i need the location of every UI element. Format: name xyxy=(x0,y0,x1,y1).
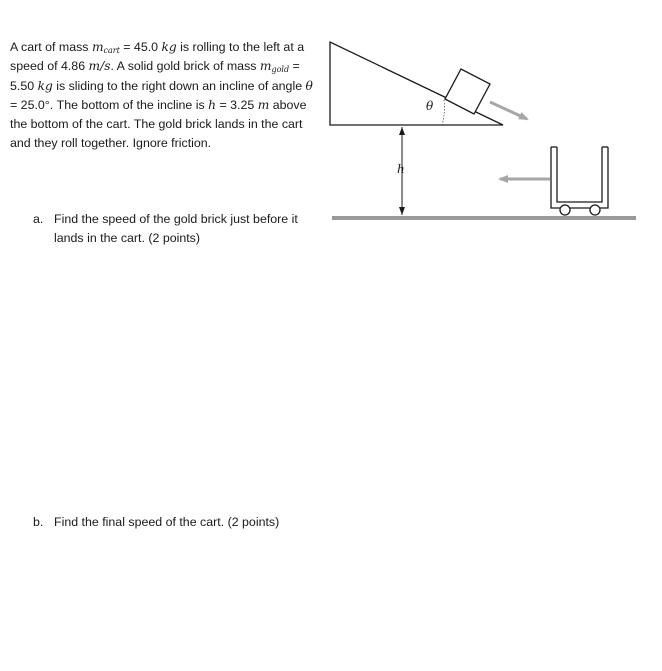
part-letter: a. xyxy=(33,212,44,226)
text: = 5.50 xyxy=(10,59,300,93)
physics-figure xyxy=(322,30,642,235)
cart-outer-body xyxy=(551,147,608,208)
gold-brick xyxy=(445,69,490,114)
part-text: Find the speed of the gold brick just before it lands in the cart. (2 points) xyxy=(54,212,298,246)
theta-symbol: θ xyxy=(305,78,313,93)
problem-statement xyxy=(10,38,320,154)
text: . A solid gold brick of mass xyxy=(110,59,260,74)
text: above the bottom of the cart. The gold brick lands in the cart and they roll together. Ignore friction. xyxy=(10,97,307,151)
text: is rolling to the left at a speed of 4.86 xyxy=(10,40,305,74)
m-cart-symbol: $m_{cart}$ xyxy=(91,40,120,55)
question-part-b xyxy=(33,513,318,532)
cart-inner-wall xyxy=(557,147,602,202)
part-text: Find the final speed of the cart. (2 points) xyxy=(54,515,280,529)
cart-wheel-right xyxy=(590,205,600,215)
theta-label: θ xyxy=(426,99,434,113)
cart-wheel-left xyxy=(560,205,570,215)
brick-velocity-arrow xyxy=(490,102,527,119)
unit-kg: kg xyxy=(161,40,177,54)
text: = 45.0 xyxy=(119,40,162,54)
unit-m: m xyxy=(257,97,270,112)
angle-arc xyxy=(442,100,444,125)
h-label: ℎ xyxy=(397,162,405,176)
question-part-a xyxy=(33,210,318,249)
m-gold-symbol: $m_{gold}$ xyxy=(259,59,290,75)
part-letter: b. xyxy=(33,515,44,529)
unit-kg: kg xyxy=(37,78,53,93)
text: A cart of mass xyxy=(10,40,92,54)
text: = 25.0°. The bottom of the incline is xyxy=(10,97,209,112)
h-symbol: ℎ xyxy=(208,97,217,112)
text: is sliding to the right down an incline of angle xyxy=(52,78,306,93)
text: = 3.25 xyxy=(216,97,258,112)
unit-ms: m/s xyxy=(88,59,111,74)
